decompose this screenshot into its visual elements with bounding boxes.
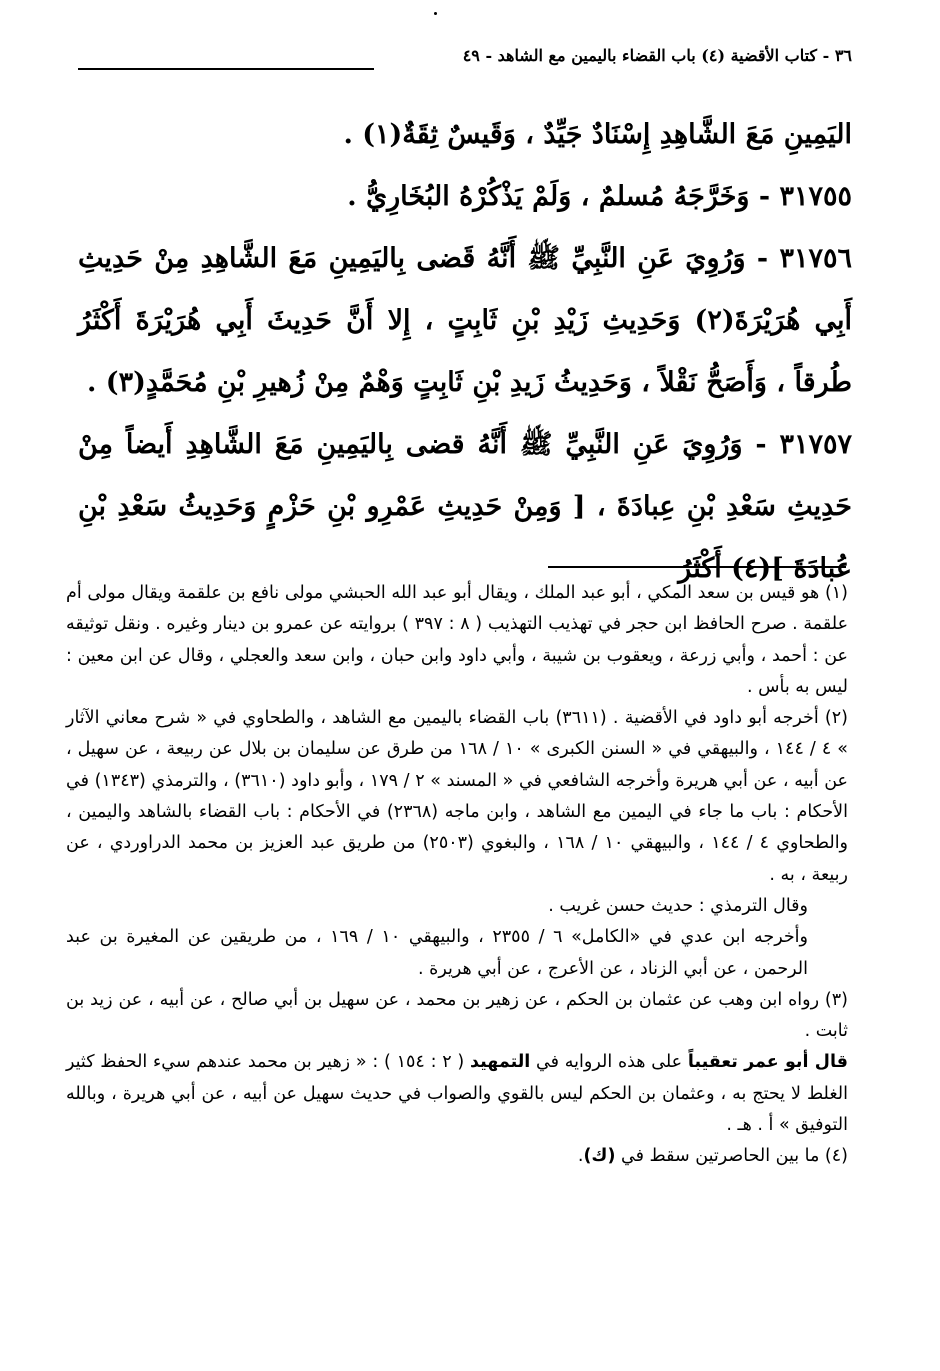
footnote-2: (٢) أخرجه أبو داود في الأقضية . (٣٦١١) باب القضاء باليمين مع الشاهد ، والطحاوي في « شرح معاني الآثار » ٤ / ١٤٤ ، والبيهقي في « السنن الكبرى » ١٠ / ١٦٨ من طرق عن سليمان بن بلال عن ربيعة ، عن سهيل ، عن أبيه ، عن أبي هريرة وأخرجه الشافعي في « المسند » ٢ / ١٧٩ ، وأبو داود (٣٦١٠) ، والترمذي (١٣٤٣) في الأحكام : باب ما جاء في اليمين مع الشاهد ، وابن ماجه (٢٣٦٨) في الأحكام : باب القضاء بالشاهد واليمين ، والطحاوي ٤ / ١٤٤ ، والبيهقي ١٠ / ١٦٨ ، والبغوي (٢٥٠٣) من طريق عبد العزيز بن محمد الدراوردي ، عن ربيعة ، به . bbox=[66, 708, 849, 885]
footnote-4 bbox=[66, 1141, 848, 1172]
top-dot-mark bbox=[434, 12, 437, 15]
paragraph-31756: ٣١٧٥٦ - وَرُوِيَ عَنِ النَّبِيِّ ﷺ أَنَّهُ قَضى بِاليَمِينِ مَعَ الشَّاهِدِ مِنْ حَدِيثِ أَبِي هُرَيْرَةَ(٢) وَحَدِيثِ زَيْدِ بْنِ ثَابِتٍ ، إِلا أَنَّ حَدِيثَ أَبِي هُرَيْرَةَ أَكْثَرُ طُرقاً ، وَأَصَحُّ نَقْلاً ، وَحَدِيثُ زَيدِ بْنِ ثَابِتٍ وَهْمٌ مِنْ زُهيرِ بْنِ مُحَمَّدٍ(٣) . bbox=[78, 243, 852, 398]
footnote-3: (٣) رواه ابن وهب عن عثمان بن الحكم ، عن زهير بن محمد ، عن سهيل بن أبي صالح ، عن أبيه ، عن زيد بن ثابت . bbox=[66, 989, 848, 1042]
footnotes bbox=[66, 578, 848, 1173]
footnote-3-author: قال أبو عمر تعقيباً bbox=[687, 1052, 849, 1073]
footnote-2-ibn-adi: وأخرجه ابن عدي في «الكامل» ٦ / ٢٣٥٥ ، والبيهقي ١٠ / ١٦٩ ، من طريقين عن المغيرة بن عبد الرحمن ، عن أبي الزناد ، عن الأعرج ، عن أبي هريرة . bbox=[66, 927, 808, 979]
footnote-4-text: (٤) ما بين الحاصرتين سقط في bbox=[615, 1146, 848, 1167]
footnote-separator bbox=[548, 566, 846, 568]
header-rule bbox=[78, 68, 374, 70]
footnote-3-book: التمهيد bbox=[470, 1052, 531, 1073]
footnote-4-end: . bbox=[577, 1146, 584, 1167]
footnote-4-siglum: (ك) bbox=[583, 1146, 616, 1167]
footnote-2-tirmidhi: وقال الترمذي : حديث حسن غريب . bbox=[548, 895, 808, 916]
paragraph-31755: ٣١٧٥٥ - وَخَرَّجَهُ مُسلمٌ ، وَلَمْ يَذْكُرْهُ البُخَارِيُّ . bbox=[347, 181, 852, 212]
footnote-3-comment bbox=[66, 1047, 848, 1141]
footnote-1: (١) هو قيس بن سعد المكي ، أبو عبد الملك ، ويقال أبو عبد الله الحبشي مولى نافع بن علقمة ويقال مولى أم علقمة . صرح الحافظ ابن حجر في تهذيب التهذيب ( ٨ : ٣٩٧ ) بروايته عن عمرو بن دينار وغيره . ونقل توثيقه عن : أحمد ، وأبي زرعة ، ويعقوب بن شيبة ، وأبي داود وابن حبان ، وابن سعد والعجلي ، وقال عن ابن معين : ليس به بأس . bbox=[66, 583, 849, 697]
paragraph-31757: ٣١٧٥٧ - وَرُوِيَ عَنِ النَّبِيِّ ﷺ أَنَّهُ قضى بِاليَمِينِ مَعَ الشَّاهِدِ أَيضاً مِنْ حَدِيثِ سَعْدِ بْنِ عِبادَةَ ، [ وَمِنْ حَدِيثِ عَمْرِو بْنِ حَزْمٍ وَحَدِيثُ سَعْدِ بْنِ عُبادَةَ ](٤) أَكْثَرُ bbox=[78, 429, 852, 584]
main-text bbox=[78, 104, 852, 600]
header-title: ٣٦ - كتاب الأقضية (٤) باب القضاء باليمين مع الشاهد - ٤٩ bbox=[462, 46, 852, 65]
footnote-3-quote: ( ٢ : ١٥٤ ) : « زهير بن محمد عندهم سيء الحفظ كثير الغلط لا يحتج به ، وعثمان بن الحكم ليس بالقوي والصواب في حديث سهيل عن أبيه ، عن أبي هريرة ، وبالله التوفيق » أ . هـ . bbox=[66, 1052, 848, 1136]
paragraph-1: اليَمِينِ مَعَ الشَّاهِدِ إِسْنَادٌ جَيِّدٌ ، وَقَيسٌ ثِقَةٌ(١) . bbox=[343, 119, 852, 150]
running-header bbox=[78, 40, 852, 80]
footnote-3-mid: على هذه الروايه في bbox=[530, 1052, 688, 1073]
